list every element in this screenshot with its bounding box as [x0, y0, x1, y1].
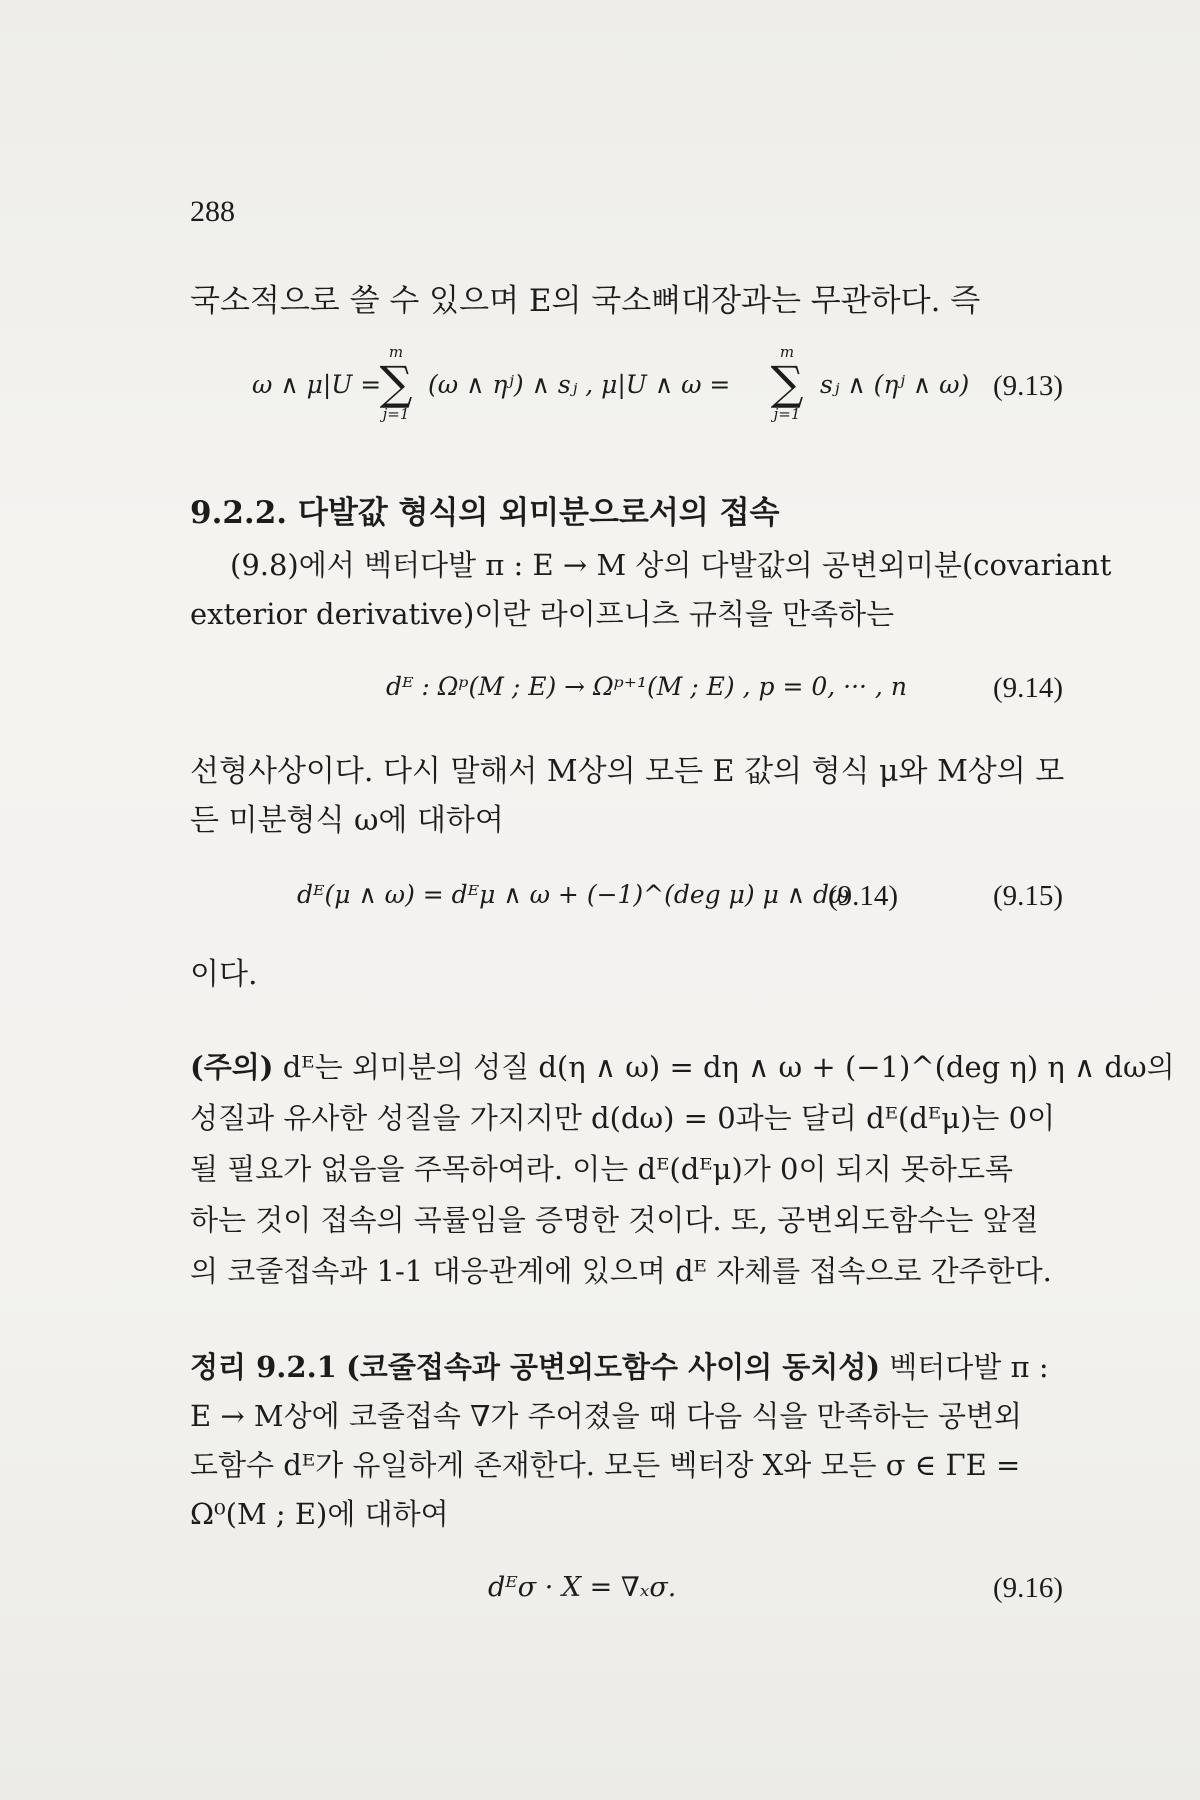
- eq-9-15-expr: dᴱ(μ ∧ ω) = dᴱμ ∧ ω + (−1)^(deg μ) μ ∧ dω: [297, 880, 850, 909]
- para3: 이다.: [190, 957, 258, 992]
- eq-9-15-number: (9.15): [993, 880, 1064, 912]
- remark-line3: 될 필요가 없음을 주목하여라. 이는 dᴱ(dᴱμ)가 0이 되지 못하도록: [190, 1152, 1013, 1186]
- sigma-icon: ∑: [379, 356, 413, 410]
- remark-line1-text: dᴱ는 외미분의 성질 d(η ∧ ω) = dη ∧ ω + (−1)^(deg η) η ∧ dω의: [282, 1050, 1175, 1084]
- remark-line2: 성질과 유사한 성질을 가지지만 d(dω) = 0과는 달리 dᴱ(dᴱμ)는 0이: [190, 1101, 1056, 1135]
- eq-9-14-number: (9.14): [993, 672, 1064, 704]
- section-number: 9.2.2.: [190, 495, 288, 531]
- theorem-line4: Ω⁰(M ; E)에 대하여: [190, 1497, 449, 1531]
- theorem-line2: E → M상에 코줄접속 ∇가 주어졌을 때 다음 식을 만족하는 공변외: [190, 1399, 1022, 1433]
- sum-symbol-1: [366, 344, 426, 422]
- eq-9-13-rhs: sⱼ ∧ (ηʲ ∧ ω): [820, 370, 970, 399]
- sum2-lower: j=1: [773, 405, 801, 423]
- intro-line: 국소적으로 쓸 수 있으며 E의 국소뼈대장과는 무관하다. 즉: [190, 283, 981, 319]
- sum1-lower: j=1: [382, 405, 410, 423]
- eq-9-13-middle: (ω ∧ ηʲ) ∧ sⱼ , μ|U ∧ ω =: [428, 370, 731, 399]
- eq-9-13-lhs: ω ∧ μ|U =: [252, 370, 382, 399]
- remark-label: (주의): [190, 1050, 274, 1084]
- eq-9-16-number: (9.16): [993, 1572, 1064, 1604]
- para2-line1: 선형사상이다. 다시 말해서 M상의 모든 E 값의 형식 μ와 M상의 모: [190, 754, 1065, 789]
- page-number: 288: [190, 195, 235, 228]
- theorem-line3: 도함수 dᴱ가 유일하게 존재한다. 모든 벡터장 X와 모든 σ ∈ ΓE =: [190, 1448, 1021, 1482]
- theorem-label: 정리 9.2.1: [190, 1350, 337, 1384]
- remark-line4: 하는 것이 접속의 곡률임을 증명한 것이다. 또, 공변외도함수는 앞절: [190, 1203, 1039, 1237]
- para1-line1: (9.8)에서 벡터다발 π : E → M 상의 다발값의 공변외미분(covariant: [230, 548, 1112, 582]
- sum1-upper: m: [388, 343, 404, 361]
- sigma-icon: ∑: [770, 356, 804, 410]
- remark-line1: [190, 1047, 1175, 1087]
- sum2-upper: m: [779, 343, 795, 361]
- theorem-line1-rest: 벡터다발 π :: [889, 1350, 1049, 1384]
- theorem-line1: [190, 1347, 1049, 1387]
- remark-line5: 의 코줄접속과 1-1 대응관계에 있으며 dᴱ 자체를 접속으로 간주한다.: [190, 1254, 1052, 1288]
- eq-9-16-expr: dᴱσ · X = ∇ₓσ.: [488, 1572, 677, 1603]
- theorem-title: (코줄접속과 공변외도함수 사이의 동치성): [346, 1350, 881, 1384]
- eq-9-15-inline-ref: (9.14): [828, 880, 899, 912]
- sum-symbol-2: [757, 344, 817, 422]
- para2-line2: 든 미분형식 ω에 대하여: [190, 803, 504, 838]
- eq-9-14-expr: dᴱ : Ωᵖ(M ; E) → Ωᵖ⁺¹(M ; E) , p = 0, ··· , n: [386, 672, 907, 701]
- section-title: 다발값 형식의 외미분으로서의 접속: [297, 495, 780, 531]
- para1-line2: exterior derivative)이란 라이프니츠 규칙을 만족하는: [190, 597, 895, 631]
- eq-9-13-number: (9.13): [993, 370, 1064, 402]
- section-heading: [190, 493, 779, 533]
